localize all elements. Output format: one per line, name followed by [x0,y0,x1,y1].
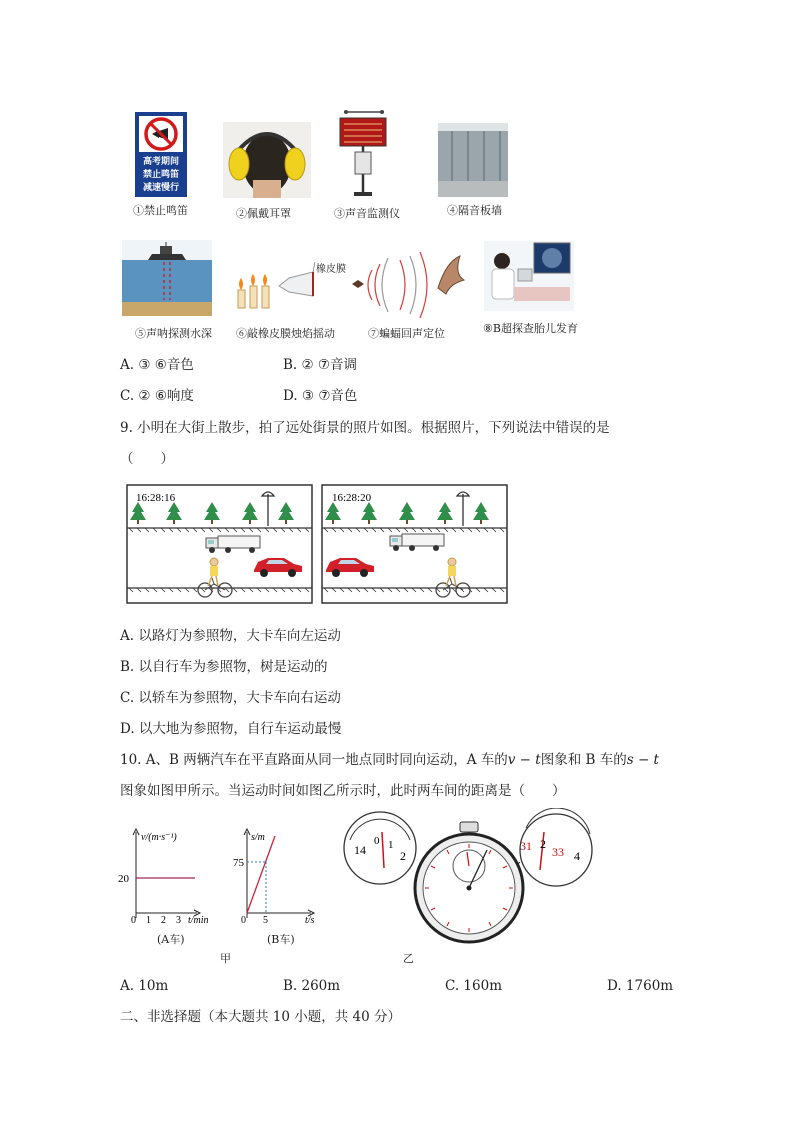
graph-b-xlabel: t/s [305,915,315,926]
q10-option-c[interactable]: C. 160m [445,978,502,994]
caption-6: ⑥敲橡皮膜烛焰摇动 [236,327,335,340]
caption-7: ⑦蝙蝠回声定位 [368,327,445,340]
graph-a-tick-2: 2 [161,915,166,926]
membrane-label: 橡皮膜 [316,264,346,275]
figure-no-horn-sign [135,112,187,197]
q10-stem-line1 [120,748,659,768]
q9-option-d[interactable]: D. 以大地为参照物，自行车运动最慢 [120,721,342,737]
q8-option-b[interactable]: B. ② ⑦音调 [283,357,357,373]
graph-a-xlabel: t/min [188,915,209,926]
scene-time-1: 16:28:16 [136,492,176,504]
right-zoom-31: 31 [520,839,532,853]
label-yi: 乙 [403,952,414,965]
right-zoom-33: 33 [552,845,564,859]
caption-2: ②佩戴耳罩 [236,207,291,220]
figure-sonar [122,240,212,320]
q10-stem-line2: 图象如图甲所示。当运动时间如图乙所示时，此时两车间的距离是（ ） [120,783,566,799]
q10-option-a[interactable]: A. 10m [120,978,169,994]
left-zoom-14: 14 [354,843,366,857]
figure-street-scenes [126,484,508,604]
graph-a-tick-1: 1 [146,915,151,926]
scene-time-2: 16:28:20 [332,492,372,504]
q9-option-a[interactable]: A. 以路灯为参照物，大卡车向左运动 [120,628,341,644]
q9-option-c[interactable]: C. 以轿车为参照物，大卡车向右运动 [120,690,341,706]
caption-1: ①禁止鸣笛 [133,204,188,217]
graph-a-value: 20 [118,873,129,885]
q10-option-d[interactable]: D. 1760m [607,978,674,994]
figure-noise-monitor [338,108,390,202]
q8-option-c[interactable]: C. ② ⑥响度 [120,388,194,404]
graph-b-tick-5: 5 [263,915,268,926]
figure-candle-membrane [233,262,325,316]
figure-bat-echo [350,250,468,324]
graph-a-caption: (A车) [157,933,185,946]
figure-ultrasound [484,241,574,315]
graph-a-tick-0: 0 [131,915,136,926]
right-zoom-2: 2 [540,837,546,851]
graph-b-ylabel: s/m [251,832,265,843]
caption-5: ⑤声呐探测水深 [135,327,212,340]
figure-stopwatch [340,808,602,946]
graph-a-vt [115,826,225,926]
sign-line-3: 减速慢行 [142,183,179,193]
graph-b-value: 75 [233,857,244,869]
section-2-heading: 二、非选择题（本大题共 10 小题，共 40 分） [120,1009,402,1025]
q9-option-b[interactable]: B. 以自行车为参照物，树是运动的 [120,659,328,675]
graph-b-st [233,826,323,926]
graph-b-caption: (B车) [267,933,295,946]
figure-earmuffs [223,122,311,202]
figure-sound-barrier [438,123,508,201]
q10-option-b[interactable]: B. 260m [283,978,341,994]
q10-stem-part2: 图象和 B 车的 [540,752,627,768]
caption-8: ⑧B超探查胎儿发育 [483,322,578,335]
left-zoom-1: 1 [388,839,394,851]
q8-option-d[interactable]: D. ③ ⑦音色 [283,388,358,404]
q8-option-a[interactable]: A. ③ ⑥音色 [120,357,194,373]
graph-a-ylabel: v/(m·s⁻¹) [141,832,177,843]
q10-st: s − t [626,752,659,768]
right-zoom-4: 4 [574,849,580,863]
label-jia: 甲 [220,952,231,965]
left-zoom-0: 0 [374,835,380,847]
sign-line-1: 高考期间 [142,157,179,167]
graph-b-tick-0: 0 [241,915,246,926]
caption-4: ④隔音板墙 [447,204,502,217]
sign-line-2: 禁止鸣笛 [142,170,179,180]
q9-paren: （ ） [120,451,174,467]
caption-3: ③声音监测仪 [334,207,400,220]
graph-a-tick-3: 3 [176,915,181,926]
left-zoom-2: 2 [400,849,406,863]
q10-stem-part1: 10. A、B 两辆汽车在平直路面从同一地点同时同向运动，A 车的 [120,752,508,768]
q10-vt: v − t [507,752,541,768]
q9-stem: 9. 小明在大街上散步，拍了远处街景的照片如图。根据照片，下列说法中错误的是 [120,420,610,436]
